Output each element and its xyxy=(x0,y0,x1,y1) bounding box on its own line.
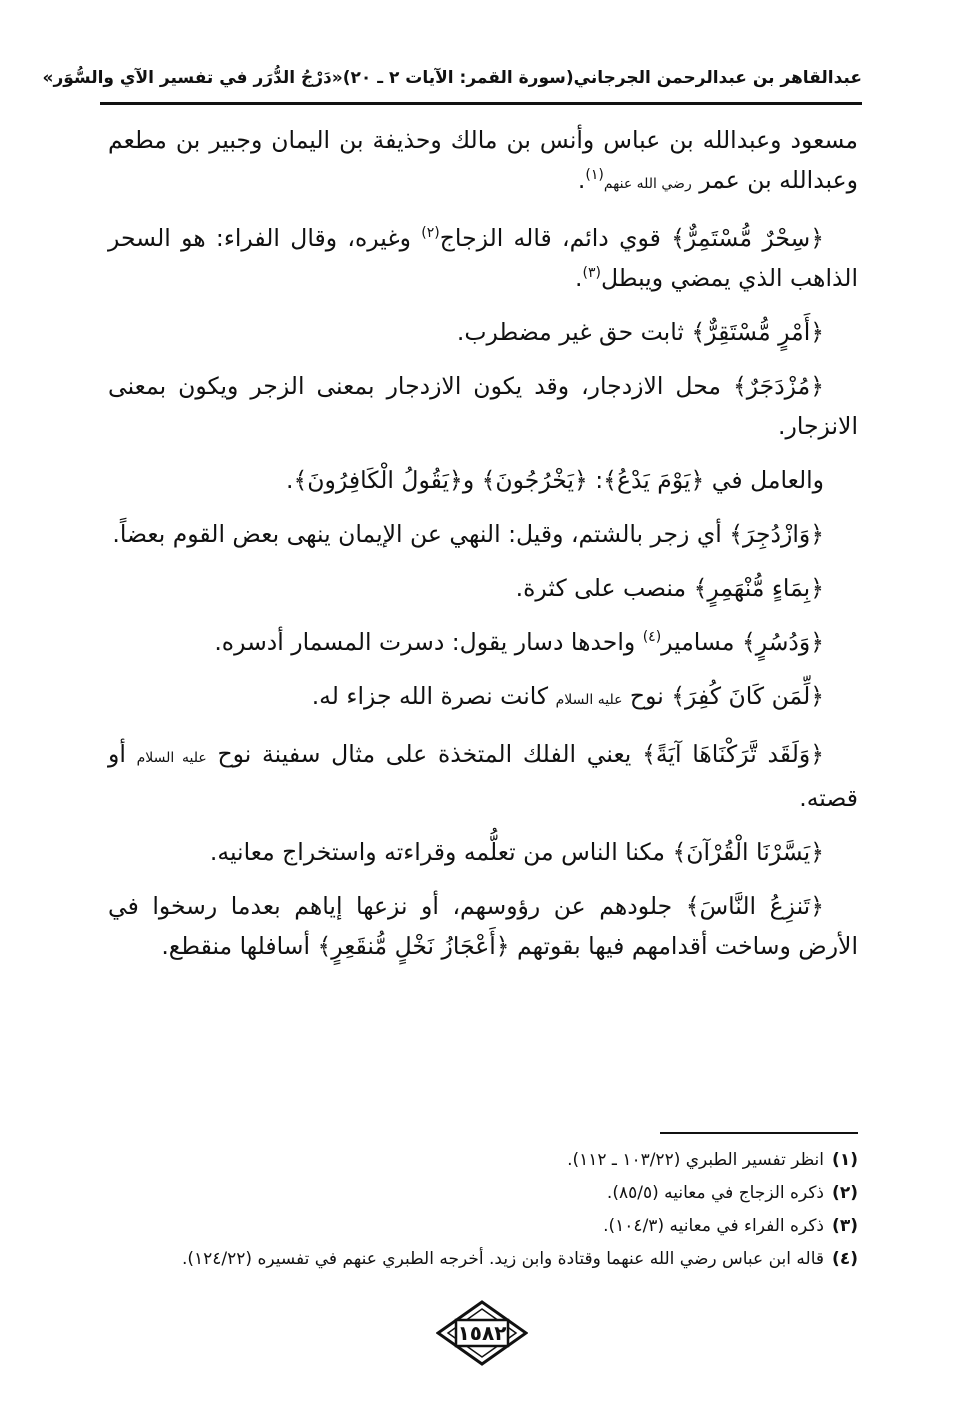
text-paragraph xyxy=(108,832,858,872)
paragraph-text: يعني الفلك المتخذة على مثال سفينة نوح xyxy=(206,740,643,768)
honorific-phrase: رضي الله عنهم xyxy=(603,176,692,192)
quran-quote: ﴿أَعْجَازُ نَخْلٍ مُّنقَعِرٍ﴾ xyxy=(317,932,510,960)
quran-quote: ﴿أَمْرٍ مُّسْتَقِرٌّ﴾ xyxy=(691,318,824,346)
paragraph-text: أو قصته. xyxy=(108,740,858,812)
paragraph-text: . xyxy=(575,264,583,292)
paragraph-text: وغيره، وقال الفراء: هو السحر الذاهب الذي يمضي ويبطل xyxy=(108,224,858,292)
quran-quote: ﴿يَسَّرْنَا الْقُرْآنَ﴾ xyxy=(672,838,824,866)
footnote-item xyxy=(100,1243,858,1276)
paragraph-text: : xyxy=(587,466,604,494)
footnote-number: (٤) xyxy=(832,1249,858,1269)
paragraph-text: مكنا الناس من تعلُّمه وقراءته واستخراج معانيه. xyxy=(209,838,673,866)
main-text xyxy=(108,120,858,980)
paragraph-text: ثابت حق غير مضطرب. xyxy=(456,318,692,346)
footnote-text: قاله ابن عباس رضي الله عنهما وقتادة وابن زيد. أخرجه الطبري عنهم في تفسيره (١٢٤/٢٢). xyxy=(181,1249,824,1269)
page-number: ١٥٨٢ xyxy=(457,1321,507,1345)
text-paragraph xyxy=(108,514,858,554)
footnote-reference: (٢) xyxy=(421,225,440,242)
header-book-title: «دَرْجُ الدُّرَر في تفسير الآي والسُّوَر» xyxy=(42,68,343,88)
footnote-text: انظر تفسير الطبري (١٠٣/٢٢ ـ ١١٢). xyxy=(567,1150,824,1170)
paragraph-text: واحدها دسار يقول: دسرت المسمار أدسره. xyxy=(214,628,643,656)
paragraph-text: جلودهم عن رؤوسهم، أو نزعها إياهم بعدما رسخوا في الأرض وساخت أقدامهم فيها بقوتهم xyxy=(108,892,858,960)
paragraph-text: والعامل في xyxy=(704,466,824,494)
footnote-rule xyxy=(660,1132,858,1134)
quran-quote: ﴿لِّمَن كَانَ كُفِرَ﴾ xyxy=(671,682,824,710)
header-section: (سورة القمر: الآيات ٢ ـ ٢٠) xyxy=(342,68,574,88)
paragraph-text: . xyxy=(286,466,294,494)
text-paragraph xyxy=(108,366,858,446)
paragraph-text: منصب على كثرة. xyxy=(515,574,694,602)
footnote-text: ذكره الفراء في معانيه (١٠٤/٣). xyxy=(603,1216,824,1236)
page-number-ornament xyxy=(436,1300,528,1366)
quran-quote: ﴿يَوْمَ يَدْعُ﴾ xyxy=(603,466,705,494)
quran-quote: ﴿يَقُولُ الْكَافِرُونَ﴾ xyxy=(293,466,463,494)
footnote-item xyxy=(100,1210,858,1243)
text-paragraph xyxy=(108,120,858,204)
paragraph-text: مسعود وعبدالله بن عباس وأنس بن مالك وحذيفة بن اليمان وجبير بن مطعم وعبدالله بن عمر xyxy=(108,126,858,194)
footnote-reference: (١) xyxy=(585,167,604,184)
footnote-number: (١) xyxy=(832,1150,858,1170)
footnote-number: (٢) xyxy=(832,1183,858,1203)
honorific-phrase: عليه السلام xyxy=(136,750,207,766)
text-paragraph xyxy=(108,886,858,966)
text-paragraph xyxy=(108,622,858,662)
paragraph-text: كانت نصرة الله جزاء له. xyxy=(311,682,556,710)
text-paragraph xyxy=(108,460,858,500)
paragraph-text: . xyxy=(577,166,586,194)
text-paragraph xyxy=(108,312,858,352)
running-header xyxy=(42,58,862,98)
paragraph-text: أسافلها منقطع. xyxy=(161,932,318,960)
paragraph-text: مسامير xyxy=(661,628,742,656)
quran-quote: ﴿بِمَاءٍ مُّنْهَمِرٍ﴾ xyxy=(693,574,824,602)
quran-quote: ﴿تَنزِعُ النَّاسَ﴾ xyxy=(685,892,824,920)
footnote-item xyxy=(100,1177,858,1210)
honorific-phrase: عليه السلام xyxy=(555,692,623,708)
paragraph-text: و xyxy=(462,466,482,494)
quran-quote: ﴿وَلَقَد تَّرَكْنَاهَا آيَةً﴾ xyxy=(642,740,824,768)
footnote-reference: (٤) xyxy=(642,629,662,646)
paragraph-text: محل الازدجار، وقد يكون الازدجار بمعنى الزجر ويكون بمعنى الانزجار. xyxy=(108,372,858,440)
text-paragraph xyxy=(108,734,858,818)
footnote-number: (٣) xyxy=(832,1216,858,1236)
text-paragraph xyxy=(108,218,858,298)
paragraph-text: نوح xyxy=(622,682,672,710)
footnote-item xyxy=(100,1144,858,1177)
footnote-text: ذكره الزجاج في معانيه (٨٥/٥). xyxy=(606,1183,824,1203)
quran-quote: ﴿مُزْدَجَرٌ﴾ xyxy=(732,372,824,400)
paragraph-text: أي زجر بالشتم، وقيل: النهي عن الإيمان ينهى بعض القوم بعضاً. xyxy=(112,520,730,548)
footnotes xyxy=(100,1144,858,1276)
quran-quote: ﴿يَخْرُجُونَ﴾ xyxy=(481,466,588,494)
quran-quote: ﴿سِحْرٌ مُّسْتَمِرٌّ﴾ xyxy=(671,224,825,252)
paragraph-text: قوي دائم، قاله الزجاج xyxy=(439,224,672,252)
quran-quote: ﴿وَدُسُرٍ﴾ xyxy=(741,628,824,656)
quran-quote: ﴿وَازْدُجِرَ﴾ xyxy=(729,520,824,548)
text-paragraph xyxy=(108,568,858,608)
header-author: عبدالقاهر بن عبدالرحمن الجرجاني xyxy=(573,68,862,88)
text-paragraph xyxy=(108,676,858,720)
footnote-reference: (٣) xyxy=(582,265,601,282)
header-rule xyxy=(100,102,862,105)
